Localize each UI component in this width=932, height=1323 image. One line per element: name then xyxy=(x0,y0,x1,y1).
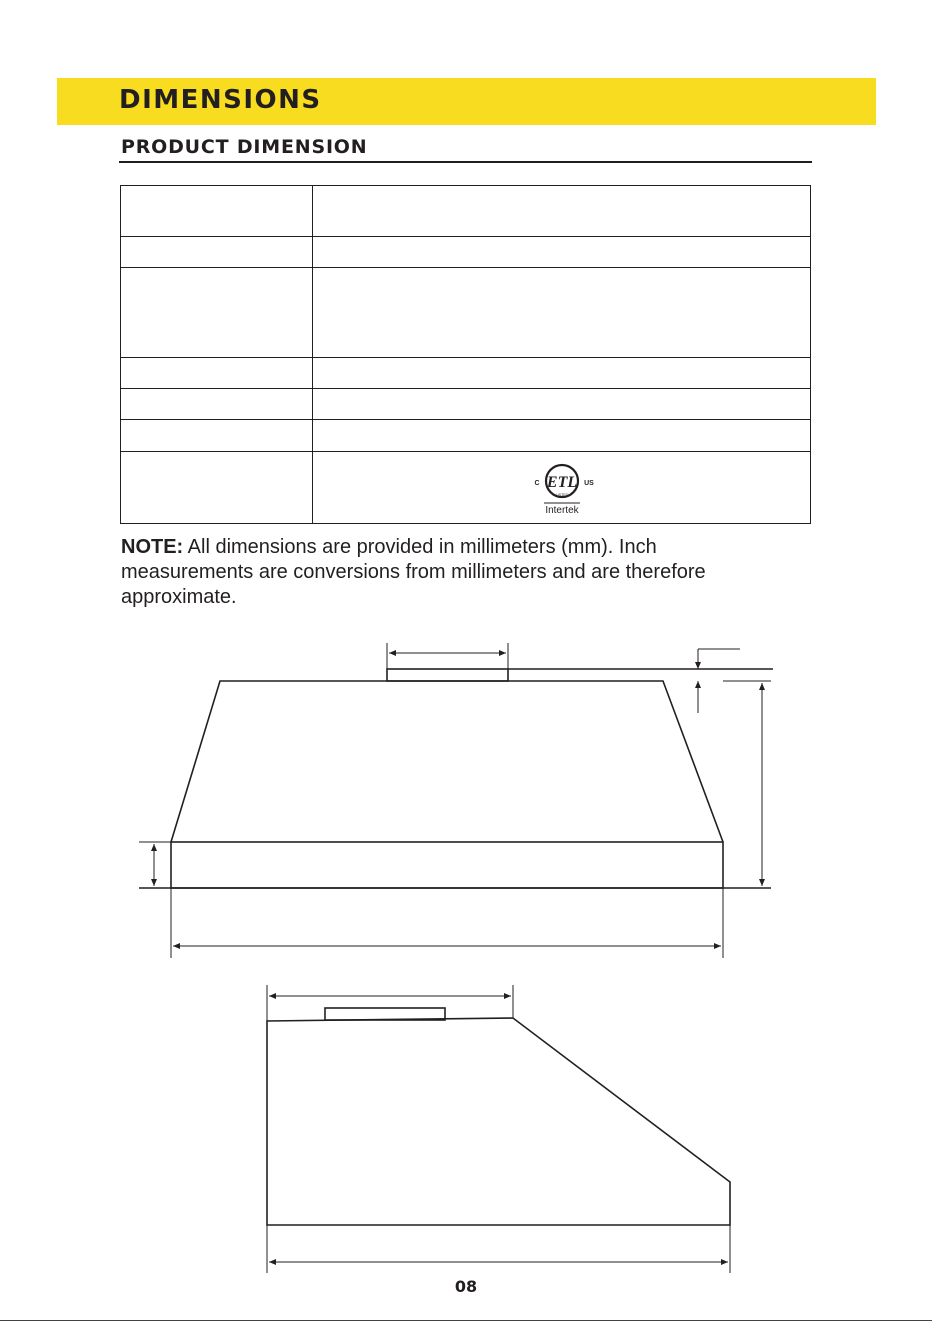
note-text: All dimensions are provided in millimeters (mm). Inch measurements are conversions from millimeters and are therefore approximate. xyxy=(121,536,706,608)
section-title: DIMENSIONS xyxy=(119,85,322,115)
hood-front-collar xyxy=(387,669,508,681)
etl-brand: Intertek xyxy=(544,505,579,516)
hood-front-body xyxy=(171,681,723,842)
etl-ring-text: LISTED xyxy=(555,493,568,497)
hood-side-body xyxy=(267,1018,730,1225)
etl-left-mark: C xyxy=(533,480,540,487)
page-number: 08 xyxy=(454,1277,478,1296)
subsection-title: PRODUCT DIMENSION xyxy=(121,136,368,158)
etl-mark-letters: ETL xyxy=(546,474,577,491)
etl-right-mark: US xyxy=(583,480,594,487)
range-hood-front-view xyxy=(139,643,773,958)
footer-rule xyxy=(0,1320,932,1321)
note-label: NOTE: xyxy=(121,536,184,558)
range-hood-side-view xyxy=(267,985,730,1273)
hood-side-collar xyxy=(325,1008,445,1020)
hood-front-base xyxy=(171,842,723,888)
